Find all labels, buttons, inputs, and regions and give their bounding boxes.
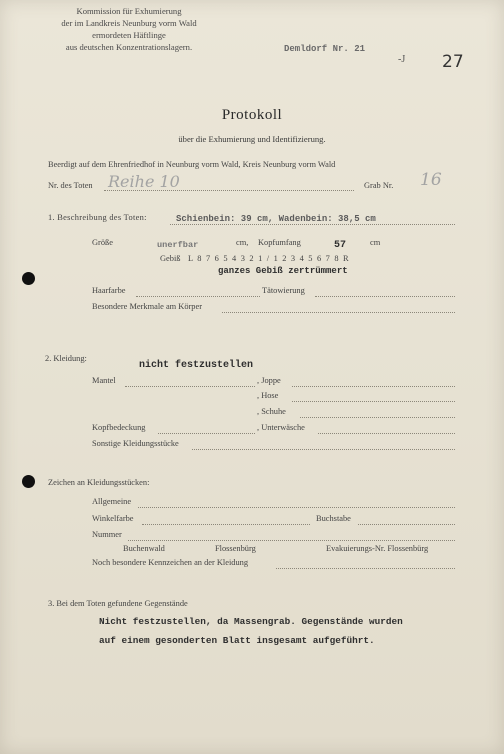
org-line-3: ermordeten Häftlinge (92, 30, 166, 40)
taetowierung-label: Tätowierung (262, 286, 305, 295)
document-title: Protokoll (221, 107, 283, 123)
gebiss-value: ganzes Gebiß zertrümmert (218, 266, 348, 276)
section3-line-1: Nicht festzustellen, da Massengrab. Gegenstände wurden (99, 616, 403, 627)
section3-heading: 3. Bei dem Toten gefundene Gegenstände (48, 599, 188, 608)
kopfumfang-label: Kopfumfang (258, 238, 301, 247)
sonstige-label: Sonstige Kleidungsstücke (92, 439, 179, 448)
allgemeine-label: Allgemeine (92, 497, 132, 506)
document-subtitle: über die Exhumierung und Identifizierung. (178, 134, 326, 144)
groesse-label: Größe (92, 238, 113, 247)
cm-unit-1: cm, (236, 238, 249, 247)
zeichen-heading: Zeichen an Kleidungsstücken: (48, 478, 150, 487)
gebiss-scheme: L 8 7 6 5 4 3 2 1 / 1 2 3 4 5 6 7 8 R (188, 254, 350, 263)
punch-hole-top (22, 272, 35, 285)
mantel-label: Mantel (92, 376, 116, 385)
schuhe-label: , Schuhe (257, 407, 286, 416)
groesse-value: unerfbar (157, 240, 199, 250)
section3-line-2: auf einem gesonderten Blatt insgesamt aufgeführt. (99, 635, 375, 646)
winkelfarbe-label: Winkelfarbe (92, 514, 134, 523)
section2-heading: 2. Kleidung: (45, 354, 87, 363)
kopfumfang-value: 57 (334, 240, 347, 251)
section2-heading-value: nicht festzustellen (139, 360, 254, 371)
section1-heading: 1. Beschreibung des Toten: (48, 213, 147, 222)
punch-hole-bottom (22, 475, 35, 488)
nr-label: Nr. des Toten (48, 181, 93, 190)
grab-value: 16 (420, 170, 442, 190)
kennzeichen-label: Noch besondere Kennzeichen an der Kleidung (92, 558, 249, 567)
nummer-label: Nummer (92, 530, 122, 539)
merkmale-label: Besondere Merkmale am Körper (92, 302, 202, 311)
cm-unit-2: cm (370, 238, 381, 247)
buchenwald-label: Buchenwald (123, 544, 165, 553)
hose-label: , Hose (257, 391, 279, 400)
org-line-2: der im Landkreis Neunburg vorm Wald (61, 18, 197, 28)
joppe-label: , Joppe (257, 376, 281, 385)
burial-line: Beerdigt auf dem Ehrenfriedhof in Neunburg vorm Wald, Kreis Neunburg vorm Wald (48, 160, 336, 169)
haarfarbe-label: Haarfarbe (92, 286, 126, 295)
reference-mark: -J (398, 54, 406, 65)
org-line-4: aus deutschen Konzentrationslagern. (65, 42, 193, 52)
organization-header (48, 5, 210, 53)
org-line-1: Kommission für Exhumierung (76, 6, 182, 16)
flossenbuerg-label: Flossenbürg (215, 544, 256, 553)
unterwaesche-label: , Unterwäsche (257, 423, 305, 432)
gebiss-label: Gebiß (160, 254, 181, 263)
grab-label: Grab Nr. (364, 181, 394, 190)
page-number: 27 (442, 52, 464, 72)
buchstabe-label: Buchstabe (316, 514, 351, 523)
kopfbedeckung-label: Kopfbedeckung (92, 423, 146, 432)
nr-value: Reihe 10 (108, 172, 180, 191)
section1-heading-value: Schienbein: 39 cm, Wadenbein: 38,5 cm (176, 214, 376, 224)
archive-stamp: Demldorf Nr. 21 (284, 44, 366, 54)
evakuierung-label: Evakuierungs-Nr. Flossenbürg (326, 544, 429, 553)
